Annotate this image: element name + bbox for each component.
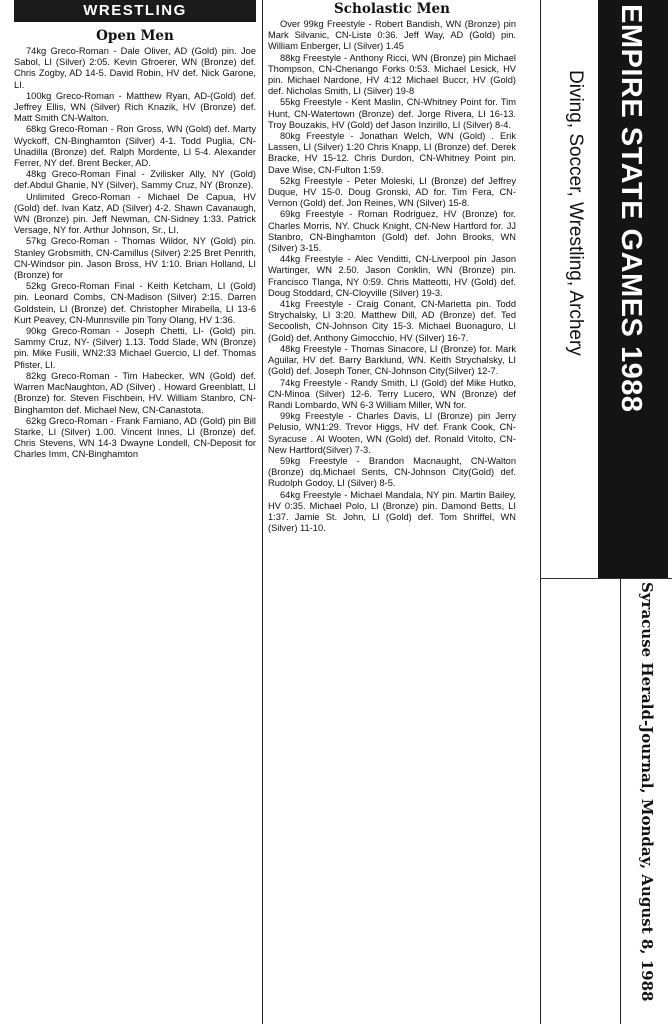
column-divider [262,0,263,1024]
section-heading: Open Men [96,28,174,44]
result-entry: 68kg Greco-Roman - Ron Gross, WN (Gold) def. Marty Wyckoff, CN-Binghamton (Silver) 4-1. Todd Puglia, CN-Unadilla (Bronze) def. Ralph Mordente, LI 5-4. Alexander Ferrer, NY def. Brent Becker, AD. [14,124,256,169]
results-list [268,19,516,534]
left-column [14,0,256,461]
result-entry: 62kg Greco-Roman - Frank Famiano, AD (Gold) pin Bill Starke, LI (Silver) 1.00. Vincent Innes, LI (Bronze) def. Chris Stevens, WN 14-3 Dwayne Londell, CN-Deposit for Charles Imm, CN-Binghamton [14,415,256,460]
section-banner: WRESTLING [14,0,256,22]
result-entry: 48kg Freestyle - Thomas Sinacore, LI (Bronze) for. Mark Aguilar, HV def. Barry Barklund, WN. Keith Strychalsky, LI (Gold) def. Joseph Toner, CN-Johnson City(Silver) 12-7. [268,343,516,377]
result-entry: 41kg Freestyle - Craig Conant, CN-Marietta pin. Todd Strychalsky, LI 3:20. Matthew Dill, AD (Bronze) def. Ted Secoolish, CN-Johnson City 15-3. Michael Buonaguro, LI (Gold) def. Anthony Gimocchio, HV (Silver) 16-7. [268,299,516,343]
result-entry: 80kg Freestyle - Jonathan Welch, WN (Gold) . Erik Lassen, LI (Silver) 1:20 Chris Knapp, LI (Bronze) def. Derek Bracke, HV 15-12. Chris Durdon, CN-Whitney Point pin. Dave Wise, CN-Fulton 1:59. [268,131,516,175]
credit-divider [620,578,621,1024]
results-list [14,46,256,461]
result-entry: 74kg Greco-Roman - Dale Oliver, AD (Gold) pin. Joe Sabol, LI (Silver) 2:05. Kevin Gfroerer, WN (Bronze) def. Chris Zogby, AD 14-5. David Robin, HV def. Nick Garone, LI. [14,46,256,90]
result-entry: 59kg Freestyle - Brandon Macnaught, CN-Walton (Bronze) dq.Michael Sents, CN-Johnson City(Gold) def. Rudolph Godoy, LI (Silver) 8-5. [268,455,516,489]
section-heading: Scholastic Men [334,1,450,17]
sidebar-box [544,0,668,578]
result-entry: 74kg Freestyle - Randy Smith, LI (Gold) def Mike Hutko, CN-Minoa (Silver) 12-6. Terry Lucero, WN (Bronze) def Randi Lombardo, WN 6-3 William Miller, WN for. [268,377,516,410]
result-entry: 55kg Freestyle - Kent Maslin, CN-Whitney Point for. Tim Hunt, CN-Watertown (Bronze) def. Jorge Rivera, LI 16-13. Troy Bouzakis, HV (Gold) def Jason Inzirillo, LI (Silver) 8-4. [268,97,516,130]
result-entry: 64kg Freestyle - Michael Mandala, NY pin. Martin Bailey, HV 0:35. Michael Polo, LI (Bronze) pin. Damond Betts, LI 1:37. Jamie St. John, LI (Gold) def. Tom Shriffel, WN (Silver) 11-10. [268,489,516,534]
result-entry: 52kg Greco-Roman Final - Keith Ketcham, LI (Gold) pin. Leonard Combs, CN-Madison (Silver) 2:15. Darren Goldstein, LI (Bronze) def. Christopher Mirabella, LI 13-6 Kurt Peavey, CN-Munnsville pin Tony Olang, HV 1:36. [14,281,256,325]
result-entry: 99kg Freestyle - Charles Davis, LI (Bronze) pin Jerry Pelusio, WN1:29. Trevor Higgs, HV def. Frank Cook, CN-Syracuse . Al Wooten, WN (Gold) def. Ronald Vitolto, CN-New Hartford(Silver) 7-3. [268,411,516,455]
result-entry: 69kg Freestyle - Roman Rodriguez, HV (Bronze) for. Charles Morris, NY. Chuck Knight, CN-New Hartford for. JJ Stanbro, CN-Binghamton (Gold) def. John Brooks, WN (Silver) 3-15. [268,209,516,254]
result-entry: 48kg Greco-Roman Final - Zvilisker Ally, NY (Gold) def.Abdul Ghanie, NY (Silver), Sammy Cruz, NY (Bronze). [14,169,256,191]
result-entry: Over 99kg Freestyle - Robert Bandish, WN (Bronze) pin Mark Silvanic, CN-Liste 0:36. Jeff Way, AD (Gold) pin. William Enberger, LI (Silver) 1.45 [268,19,516,52]
sidebar-bottom-rule [540,578,672,579]
sidebar-title: EMPIRE STATE GAMES 1988 [615,4,647,413]
result-entry: 88kg Freestyle - Anthony Ricci, WN (Bronze) pin Michael Thompson, CN-Chenango Forks 0:53. Michael Lesick, HV pin. Michael Nardone, HV 4:12 Michael Buccr, HV (Gold) def. Nicholas Smith, LI (Silver) 19-8 [268,52,516,97]
result-entry: 44kg Freestyle - Alec Venditti, CN-Liverpool pin Jason Wartinger, WN 2.50. Jason Conklin, WN (Bronze) pin. Francisco Tlanga, NY 0:59. Chris Matteotti, HV (Gold) def. Doug Stoddard, CN-Cloyville (Silver) 19-3. [268,254,516,298]
result-entry: 52kg Freestyle - Peter Moleski, LI (Bronze) def Jeffrey Duque, HV 15-0. Doug Gronski, AD for. Tim Fera, CN-Vernon (Gold) def. Jon Reines, WN (Silver) 15-8. [268,175,516,209]
result-entry: 57kg Greco-Roman - Thomas Wildor, NY (Gold) pin. Stanley Grobsmith, CN-Camillus (Silver) 2:25 Bret Penrith, CN-Windsor pin. Jason Bross, HV 1:10. Brian Holland, LI (Bronze) for [14,236,256,281]
result-entry: 82kg Greco-Roman - Tim Habecker, WN (Gold) def. Warren MacNaughton, AD (Silver) . Howard Greenblatt, LI (Bronze) for. Steven Fischbein, HV. William Stanbro, CN-Binghamton def. Michael New, CN-Canastota. [14,370,256,415]
sidebar-subtitle: Diving, Soccer, Wrestling, Archery [565,70,586,356]
result-entry: Unlimited Greco-Roman - Michael De Capua, HV (Gold) def. Ivan Katz, AD (Silver) 4-2. Shawn Cavanaugh, WN (Bronze) pin. Jeff Newman, CN-Sidney 1:33. Patrick Versage, NY for. Arthur Johnson, Sr., LI. [14,191,256,236]
result-entry: 90kg Greco-Roman - Joseph Chetti, LI- (Gold) pin. Sammy Cruz, NY- (Silver) 1.13. Todd Slade, WN (Bronze) pin. Mike Fusili, WN2:33 Michael Guercio, LI def. Thomas Pfister, LI. [14,326,256,370]
middle-column [268,0,516,534]
result-entry: 100kg Greco-Roman - Matthew Ryan, AD-(Gold) def. Jeffrey Ellis, WN (Silver) Rich Knazik, HV (Bronze) def. Matt Smith CN-Walton. [14,90,256,124]
column-divider [540,0,541,1024]
publication-credit: Syracuse Herald-Journal, Monday, August 8, 1988 [638,582,656,1002]
